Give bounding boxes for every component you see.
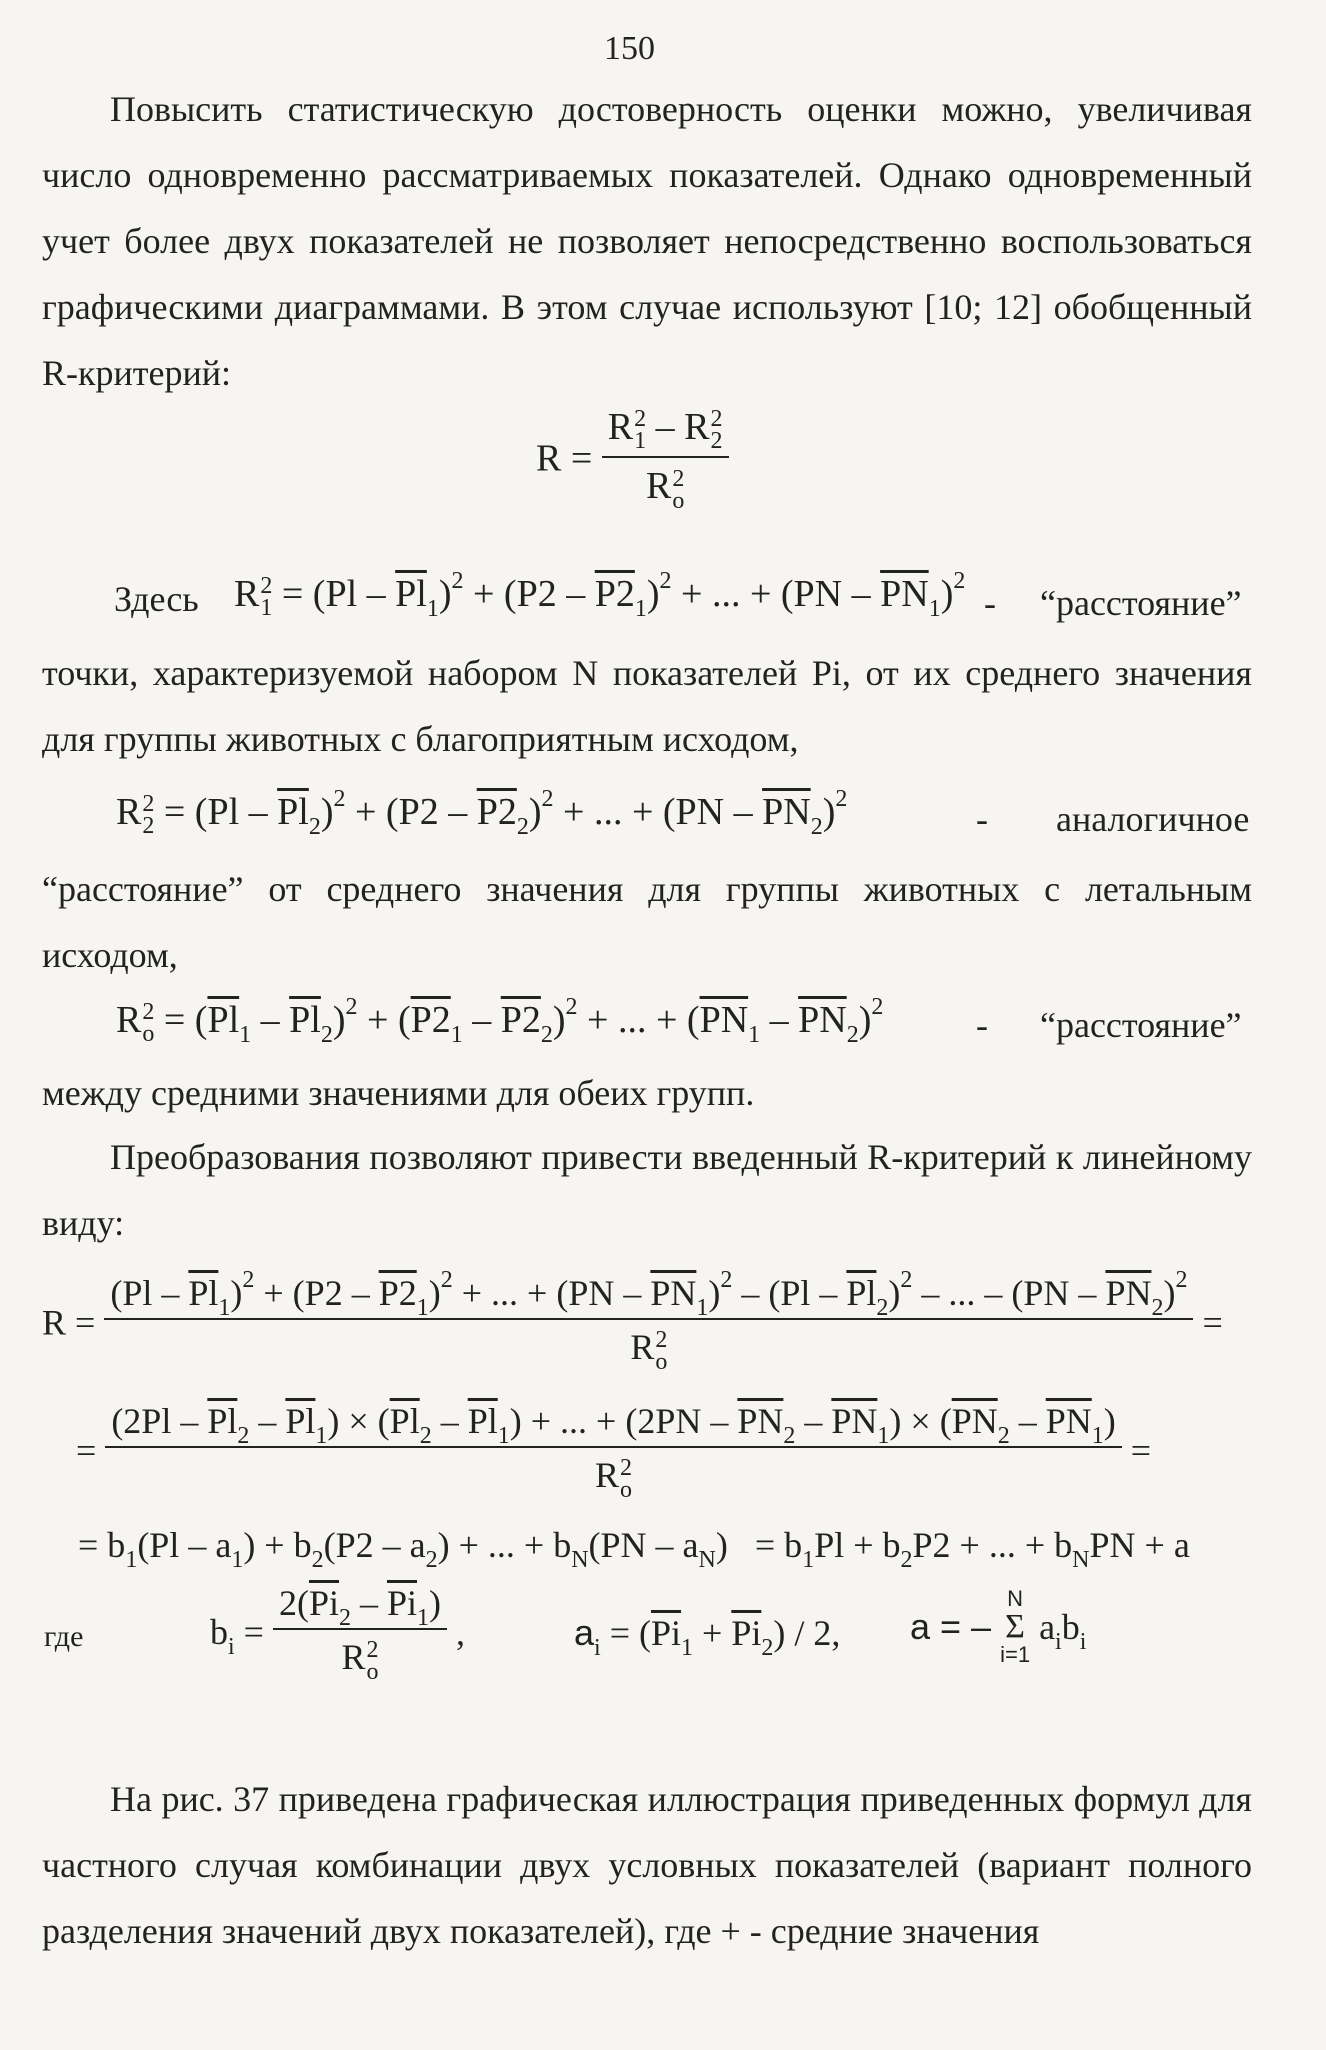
formula-a: a = – N Σ i=1 $a_ib_i$ bbox=[910, 1586, 1087, 1667]
formula-ai: $a_i = (\overline{Pi}_1 + \overline{Pi}_2) / 2$, bbox=[574, 1612, 841, 1661]
paragraph-intro: Повысить статистическую достоверность оценки можно, увеличивая число одновременно рассматриваемых показателей. Однако одновременный учет более двух показателей не позволяет непосредственно воспользоваться графическими диаграммами. В этом случае используют [10; 12] обобщенный R-критерий: bbox=[42, 89, 1252, 393]
paragraph-r2-desc: “расстояние” от среднего значения для группы животных с летальным исходом, bbox=[42, 869, 1252, 975]
formula-r2: R 2 2 = $(Pl - \overline{Pl}_2)^2 + (P2 - P2_2)^2$ + ... + $(PN - \overline{PN}_2)^2$ bbox=[116, 786, 848, 840]
formula-r1: R 2 1 = $(Pl - \overline{Pl}_1)^2 + (P2 - P2_1)^2$ + ... + $(PN - \overline{PN}_1)^2$ bbox=[234, 568, 966, 622]
r0-dash: - bbox=[976, 1005, 988, 1045]
r2-tail: аналогичное bbox=[1056, 799, 1250, 839]
formula-r1-line bbox=[114, 578, 199, 620]
r1-tail: “расстояние” bbox=[1040, 583, 1242, 623]
paragraph-r0-desc: между средними значениями для обеих групп. bbox=[42, 1073, 755, 1113]
here-label: Здесь bbox=[114, 579, 199, 619]
paragraph-figure-ref: На рис. 37 приведена графическая иллюстрация приведенных формул для частного случая комбинации двух условных показателей (вариант полного разделения значений двух показателей), где + - средние значения bbox=[42, 1779, 1252, 1951]
page-number: 150 bbox=[604, 30, 655, 67]
r2-dash: - bbox=[976, 799, 988, 839]
where-label: где bbox=[44, 1620, 84, 1653]
paragraph-r1-desc: точки, характеризуемой набором N показателей Pi, от их среднего значения для группы животных с благоприятным исходом, bbox=[42, 653, 1252, 759]
formula-r-linear: = $b_1(Pl - a_1) + b_2(P2 - a_2)$ + ... + $b_N(PN - a_N) = b_1Pl + b_2P2$ + ... + $b_NPN + a$ bbox=[78, 1525, 1190, 1573]
r1-dash: - bbox=[984, 583, 996, 623]
r0-tail: “расстояние” bbox=[1040, 1005, 1242, 1045]
paragraph-transform: Преобразования позволяют привести введенный R-критерий к линейному виду: bbox=[42, 1137, 1252, 1243]
formula-r-criterion: R = R 2 1 – R 2 2 R 2 o bbox=[536, 405, 729, 512]
formula-bi: $b_i$ = $2(\overline{Pi}_2 - \overline{Pi}_1)$ R 2 o , bbox=[210, 1583, 466, 1685]
formula-r-factored: = $(2Pl - \overline{Pl}_2 - \overline{Pl}_1) \times (\overline{Pl}_2 - \overline{Pl}_1)$ + ... + $(2PN - \overline{PN}_2 - \overline{PN}_1) \times (\overline{PN}_2 - \overline{PN}_1)$ R 2 o = bbox=[76, 1401, 1152, 1503]
formula-r-expanded: R = $(Pl - \overline{Pl}_1)^2 + (P2 - P2_1)^2$ + ... + $(PN - \overline{PN}_1)^2 - (Pl - \overline{Pl}_2)^2$ – ... – $(PN - \overline{PN}_2)^2$ R 2 o = bbox=[42, 1267, 1223, 1375]
formula-r0: R 2 o = $(\overline{Pl}_1 - \overline{Pl}_2)^2 + (P2_1 - P2_2)^2$ + ... + $(\overline{PN}_1 - \overline{PN}_2)^2$ bbox=[116, 994, 884, 1048]
